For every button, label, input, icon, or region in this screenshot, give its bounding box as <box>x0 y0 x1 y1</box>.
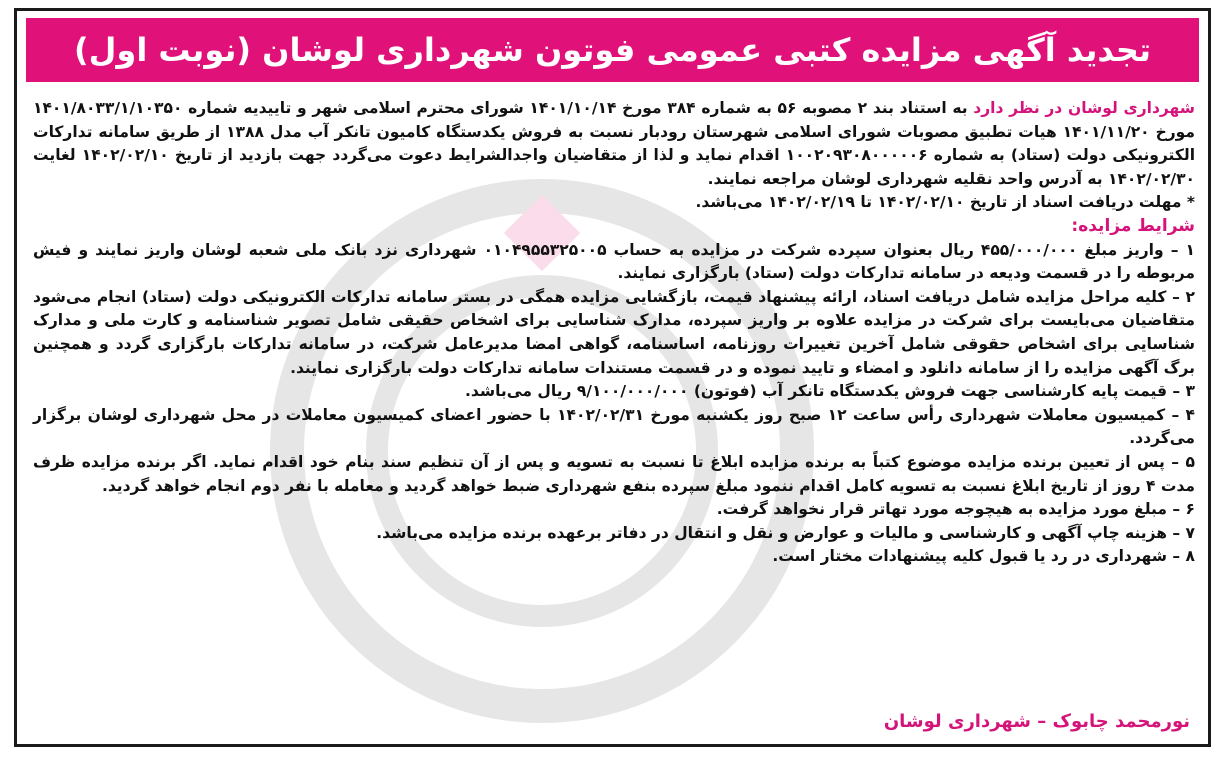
conditions-title: شرایط مزایده: <box>1071 215 1195 236</box>
notice-frame <box>14 8 1211 747</box>
signature: نورمحمد چابوک – شهرداری لوشان <box>883 711 1190 732</box>
deadline-note: * مهلت دریافت اسناد از تاریخ ۱۴۰۲/۰۲/۱۰ تا ۱۴۰۲/۰۲/۱۹ می‌باشد. <box>695 193 1195 212</box>
condition-item-4: ۴ – کمیسیون معاملات شهرداری رأس ساعت ۱۲ صبح روز یکشنبه مورخ ۱۴۰۲/۰۲/۳۱ با حضور اعضای کمیسیون معاملات در محل شهرداری لوشان برگزار می‌گردد. <box>33 405 1196 448</box>
condition-item-6: ۶ – مبلغ مورد مزایده به هیچوجه مورد تهاتر قرار نخواهد گرفت. <box>716 500 1195 519</box>
condition-item-1: ۱ – واریز مبلغ ۴۵۵/۰۰۰/۰۰۰ ریال بعنوان سپرده شرکت در مزایده به حساب ۰۱۰۴۹۵۵۳۲۵۰۰۵ شهرداری نزد بانک ملی شعبه لوشان واریز نمایند و فیش مربوطه را در قسمت ودیعه در سامانه تدارکات دولت (ستاد) بارگزاری نمایند. <box>33 240 1195 283</box>
condition-item-2: ۲ – کلیه مراحل مزایده شامل دریافت اسناد، ارائه پیشنهاد قیمت، بازگشایی مزایده همگی در بستر سامانه تدارکات الکترونیکی دولت (ستاد) انجام می‌شود متقاضیان می‌بایست برای شرکت در مزایده علاوه بر واریز سپرده، مدارک شناسایی برای اشخاص حقیقی شامل تصویر شناسنامه و کارت ملی و مدارک شناسایی برای اشخاص حقوقی شامل آخرین تغییرات روزنامه، اساسنامه، گواهی امضا مدیرعامل شرکت، در سامانه تدارکات بارگزاری گردد و همچنین برگ آگهی مزایده را از سامانه دانلود و امضاء و تایید نموده و در قسمت مستندات سامانه تدارکات دولت بارگزاری نمایند. <box>33 287 1195 377</box>
condition-item-8: ۸ – شهرداری در رد یا قبول کلیه پیشنهادات مختار است. <box>772 547 1195 566</box>
intro-text: به استناد بند ۲ مصوبه ۵۶ به شماره ۳۸۴ مورخ ۱۴۰۱/۱۰/۱۴ شورای محترم اسلامی شهر و تاییدیه شماره ۱۴۰۱/۸۰۳۳/۱/۱۰۳۵۰ مورخ ۱۴۰۱/۱۱/۲۰ هیات تطبیق مصوبات شورای اسلامی شهرستان رودبار نسبت به فروش یکدستگاه کامیون تانکر آب مدل ۱۳۸۸ از طریق سامانه تدارکات الکترونیکی دولت (ستاد) به شماره ۱۰۰۲۰۹۳۰۸۰۰۰۰۰۶ اقدام نماید و لذا از متقاضیان واجدالشرایط دعوت می‌گردد جهت بازدید از تاریخ ۱۴۰۲/۰۲/۱۰ لغایت ۱۴۰۲/۰۲/۳۰ به آدرس واحد نقلیه شهرداری لوشان مراجعه نمایند. <box>33 99 1196 188</box>
intro-lead: شهرداری لوشان در نظر دارد <box>973 99 1196 117</box>
header-banner <box>26 18 1199 82</box>
intro-paragraph <box>33 97 1195 191</box>
condition-item-7: ۷ – هزینه چاپ آگهی و کارشناسی و مالیات و عوارض و نقل و انتقال در دفاتر برعهده برنده مزایده می‌باشد. <box>376 523 1195 542</box>
notice-body <box>33 97 1195 569</box>
condition-item-3: ۳ – قیمت پایه کارشناسی جهت فروش یکدستگاه تانکر آب (فوتون) ۹/۱۰۰/۰۰۰/۰۰۰ ریال می‌باشد. <box>465 382 1195 401</box>
page-title: تجدید آگهی مزایده کتبی عمومی فوتون شهرداری لوشان (نوبت اول) <box>74 31 1151 69</box>
condition-item-5: ۵ – پس از تعیین برنده مزایده موضوع کتباً به برنده مزایده ابلاغ تا نسبت به تسویه و پس از آن تنظیم سند بنام خود اقدام نماید. اگر برنده مزایده ظرف مدت ۴ روز از تاریخ ابلاغ نسبت به تسویه کامل اقدام ننمود مبلغ سپرده بنفع شهرداری ضبط خواهد گردید و معامله با نفر دوم انجام خواهد گردید. <box>33 452 1195 495</box>
